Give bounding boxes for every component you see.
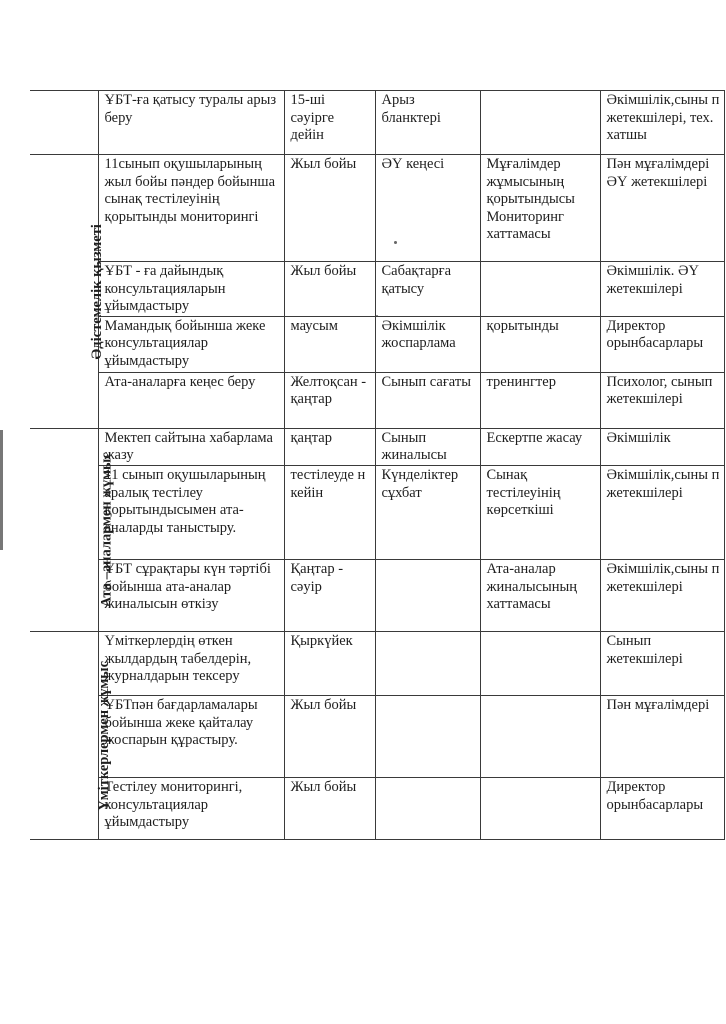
table-row (30, 631, 724, 695)
activity-cell: ҰБТ-ға қатысу туралы арыз беру (98, 91, 284, 155)
form-cell (375, 631, 480, 695)
result-cell: Ескертпе жасау (480, 428, 600, 465)
result-cell: Сынақ тестілеуінің көрсеткіші (480, 465, 600, 559)
deadline-cell: Қаңтар - сәуір (284, 559, 375, 631)
form-cell: Сабақтарға қатысу (375, 262, 480, 317)
responsible-cell: Пән мұғалімдері (600, 695, 724, 777)
responsible-cell: Әкімшілік,сыны п жетекшілері (600, 559, 724, 631)
deadline-cell: 15-ші сәуірге дейін (284, 91, 375, 155)
section-cell-candidates (30, 631, 113, 839)
deadline-cell: Қыркүйек (284, 631, 375, 695)
result-cell: тренингтер (480, 372, 600, 428)
section-cell-parents (30, 428, 115, 631)
responsible-cell: Әкімшілік,сыны п жетекшілері (600, 465, 724, 559)
section-title: Үміткерлермен жұмыс (96, 660, 113, 811)
section-title: Әдістемелік қызметі (88, 223, 105, 360)
form-cell: Әкімшілік жоспарлама (375, 316, 480, 372)
table-row (30, 428, 724, 465)
deadline-cell: қаңтар (284, 428, 375, 465)
scan-edge-mark (0, 430, 3, 550)
responsible-cell: Психолог, сынып жетекшілері (600, 372, 724, 428)
form-cell: Арыз бланктері (375, 91, 480, 155)
responsible-cell: Директор орынбасарлары (600, 316, 724, 372)
deadline-cell: Жыл бойы (284, 262, 375, 317)
activity-cell: 11сынып оқушыларының жыл бойы пәндер бойынша сынақ тестілеуінің қорытынды мониторингі (98, 155, 284, 262)
form-cell: Сынып жиналысы (375, 428, 480, 465)
activity-cell: 11 сынып оқушыларының аралық тестілеу қорытындысымен ата-аналарды таныстыру. (98, 465, 284, 559)
table-row (30, 695, 724, 777)
responsible-cell: Әкімшілік (600, 428, 724, 465)
result-cell: Ата-аналар жиналысының хаттамасы (480, 559, 600, 631)
section-cell-top-spillover (30, 91, 98, 155)
responsible-cell: Сынып жетекшілері (600, 631, 724, 695)
activity-cell: ҰБТ сұрақтары күн тәртібі бойынша ата-аналар жиналысын өткізу (98, 559, 284, 631)
activity-cell: Ата-аналарға кеңес беру (98, 372, 284, 428)
result-cell (480, 777, 600, 839)
table-row (30, 155, 724, 262)
result-cell (480, 262, 600, 317)
form-cell (375, 777, 480, 839)
deadline-cell: Жыл бойы (284, 777, 375, 839)
work-plan-table (30, 90, 725, 840)
activity-cell: Мамандық бойынша жеке консультациялар ұйымдастыру (98, 316, 284, 372)
table-row (30, 91, 724, 155)
responsible-cell: Директор орынбасарлары (600, 777, 724, 839)
deadline-cell: тестілеуде н кейін (284, 465, 375, 559)
result-cell: Мұғалімдер жұмысының қорытындысы Мониторинг хаттамасы (480, 155, 600, 262)
table-row (30, 559, 724, 631)
form-cell (375, 695, 480, 777)
deadline-cell: Жыл бойы (284, 695, 375, 777)
form-cell: Сынып сағаты (375, 372, 480, 428)
section-title: Ата –аналармен жұмыс (98, 452, 115, 608)
table-row (30, 372, 724, 428)
responsible-cell: Әкімшілік,сыны п жетекшілері, тех. хатшы (600, 91, 724, 155)
result-cell (480, 91, 600, 155)
result-cell (480, 695, 600, 777)
table-row (30, 777, 724, 839)
deadline-cell: Жыл бойы (284, 155, 375, 262)
activity-cell: ҰБТ - ға дайындық консультацияларын ұйымдастыру (98, 262, 284, 317)
responsible-cell: Пән мұғалімдері ӘҮ жетекшілері (600, 155, 724, 262)
form-cell: ӘҮ кеңесі (375, 155, 480, 262)
deadline-cell: маусым (284, 316, 375, 372)
table-row (30, 316, 724, 372)
activity-cell: Мектеп сайтына хабарлама жазу (98, 428, 284, 465)
responsible-cell: Әкімшілік. ӘҮ жетекшілері (600, 262, 724, 317)
deadline-cell: Желтоқсан - қаңтар (284, 372, 375, 428)
section-cell-methodical (30, 155, 105, 429)
form-cell: Күнделіктер сұхбат (375, 465, 480, 559)
activity-cell: ҰБТпән бағдарламалары бойынша жеке қайталау жоспарын құрастыру. (98, 695, 284, 777)
activity-cell: Тестілеу мониторингі, консультациялар ұйымдастыру (98, 777, 284, 839)
form-cell (375, 559, 480, 631)
result-cell: қорытынды (480, 316, 600, 372)
activity-cell: Үміткерлердің өткен жылдардың табелдерін, журналдарын тексеру (98, 631, 284, 695)
result-cell (480, 631, 600, 695)
table-row (30, 465, 724, 559)
table-row (30, 262, 724, 317)
